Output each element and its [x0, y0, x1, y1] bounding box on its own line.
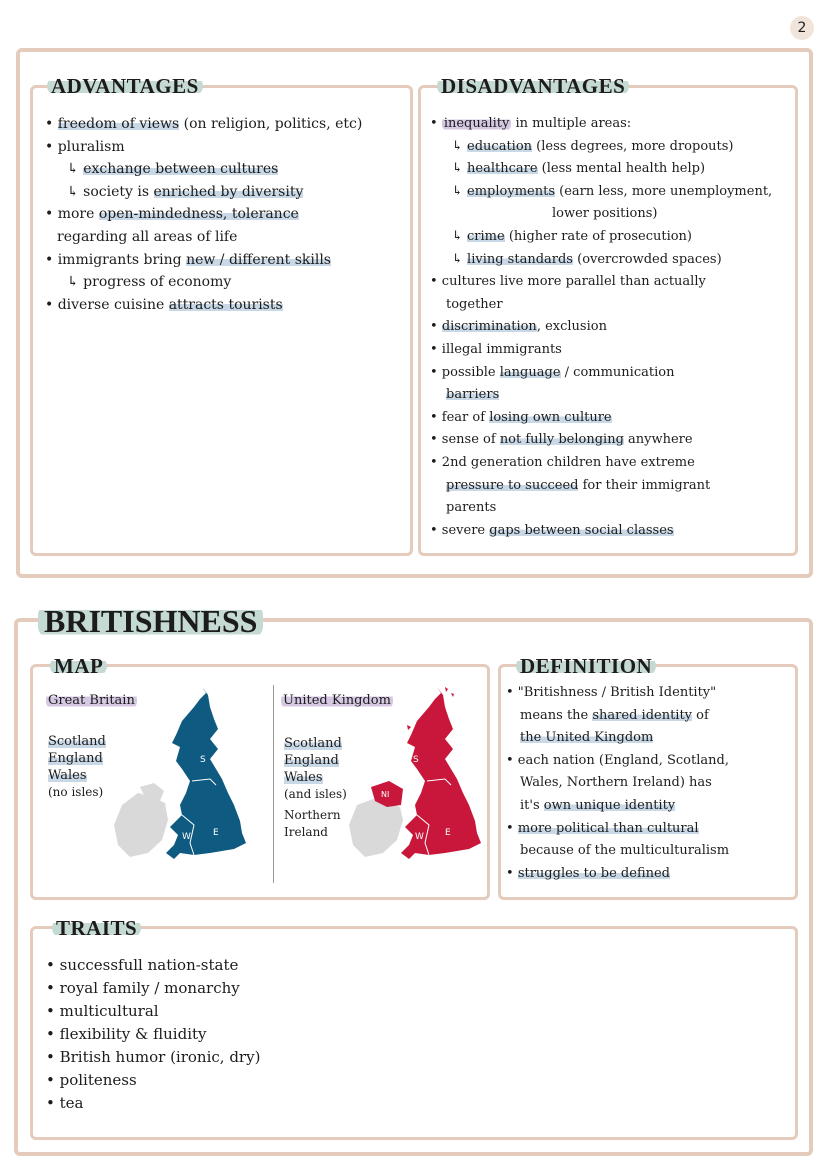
list-item: Wales, Northern Ireland) has — [520, 775, 712, 791]
gb-nations-list — [48, 733, 106, 801]
disadvantages-heading: DISADVANTAGES — [437, 76, 629, 96]
advantages-heading: ADVANTAGES — [47, 76, 203, 96]
united-kingdom-label: United Kingdom — [283, 693, 391, 708]
list-item: • severe gaps between social classes — [430, 522, 674, 538]
region-letter-scotland: S — [413, 755, 419, 765]
great-britain-map — [110, 685, 250, 885]
region-letter-england: E — [213, 828, 219, 838]
list-item: • more political than cultural — [506, 820, 699, 836]
uk-mainland-shape — [401, 687, 481, 859]
list-item: • discrimination, exclusion — [430, 319, 607, 335]
list-item: because of the multiculturalism — [520, 843, 730, 859]
map-divider — [273, 685, 274, 883]
list-item: means the shared identity of — [520, 707, 709, 723]
definition-heading: DEFINITION — [516, 656, 656, 676]
page-number: 2 — [790, 16, 814, 40]
traits-list — [46, 954, 260, 1115]
list-item: together — [446, 296, 503, 312]
uk-extra-northern: Northern — [284, 808, 341, 822]
gb-nation-scotland: Scotland — [48, 734, 106, 749]
list-item: barriers — [446, 387, 500, 403]
advantages-list — [45, 113, 362, 316]
list-item: • each nation (England, Scotland, — [506, 752, 729, 768]
list-item: • inequality in multiple areas: — [430, 116, 632, 131]
uk-extra-ireland: Ireland — [284, 825, 328, 839]
list-item: • immigrants bring new / different skills — [45, 251, 331, 268]
list-item: • flexibility & fluidity — [46, 1025, 207, 1043]
region-letter-northern-ireland: NI — [381, 790, 390, 799]
ireland-shape — [349, 799, 403, 857]
traits-heading: TRAITS — [52, 918, 141, 938]
gb-mainland-shape — [166, 687, 246, 859]
list-item: • royal family / monarchy — [46, 979, 240, 997]
list-item: regarding all areas of life — [57, 228, 238, 245]
list-item: • politeness — [46, 1071, 137, 1089]
list-item: ↳ healthcare (less mental health help) — [452, 161, 706, 177]
list-item: • diverse cuisine attracts tourists — [45, 296, 283, 313]
list-item: ↳ crime (higher rate of prosecution) — [452, 228, 693, 244]
gb-note: (no isles) — [48, 785, 104, 799]
gb-nation-england: England — [48, 751, 103, 766]
britishness-heading: BRITISHNESS — [38, 605, 263, 637]
map-heading: MAP — [50, 656, 107, 676]
uk-nation-scotland: Scotland — [284, 736, 342, 751]
list-item: • "Britishness / British Identity" — [506, 685, 717, 700]
list-item: ↳ employments (earn less, more unemployment, — [452, 183, 773, 199]
list-item: • illegal immigrants — [430, 341, 562, 357]
list-item: it's own unique identity — [520, 797, 676, 813]
definition-list — [506, 682, 729, 885]
list-item: parents — [446, 500, 497, 516]
list-item: ↳ society is enriched by diversity — [67, 183, 304, 200]
list-item: • fear of losing own culture — [430, 409, 612, 425]
great-britain-label: Great Britain — [48, 693, 135, 708]
uk-note: (and isles) — [284, 787, 347, 801]
list-item: • freedom of views (on religion, politics, etc) — [45, 116, 363, 132]
disadvantages-list — [430, 113, 772, 542]
list-item: the United Kingdom — [520, 730, 654, 746]
list-item: • British humor (ironic, dry) — [46, 1048, 261, 1066]
list-item: • tea — [46, 1094, 84, 1112]
uk-nation-wales: Wales — [284, 770, 323, 785]
list-item: • cultures live more parallel than actually — [430, 274, 706, 290]
united-kingdom-map — [345, 685, 485, 885]
region-letter-wales: W — [182, 832, 191, 842]
list-item: • possible language / communication — [430, 364, 675, 380]
list-item: lower positions) — [552, 206, 658, 222]
list-item: ↳ exchange between cultures — [67, 161, 279, 178]
gb-nation-wales: Wales — [48, 768, 87, 783]
region-letter-scotland: S — [200, 755, 206, 765]
list-item: • sense of not fully belonging anywhere — [430, 432, 693, 448]
list-item: • multicultural — [46, 1002, 159, 1020]
list-item: • struggles to be defined — [506, 865, 670, 881]
list-item: • pluralism — [45, 138, 125, 155]
list-item: ↳ progress of economy — [67, 274, 232, 291]
uk-nation-england: England — [284, 753, 339, 768]
uk-nations-list — [284, 735, 347, 841]
region-letter-england: E — [445, 828, 451, 838]
list-item: ↳ education (less degrees, more dropouts) — [452, 138, 734, 154]
list-item: ↳ living standards (overcrowded spaces) — [452, 251, 722, 267]
list-item: • 2nd generation children have extreme — [430, 454, 695, 470]
ireland-shape — [114, 793, 168, 857]
list-item: • successfull nation-state — [46, 956, 239, 974]
list-item: • more open-mindedness, tolerance — [45, 206, 299, 223]
list-item: pressure to succeed for their immigrant — [446, 477, 711, 493]
region-letter-wales: W — [415, 832, 424, 842]
